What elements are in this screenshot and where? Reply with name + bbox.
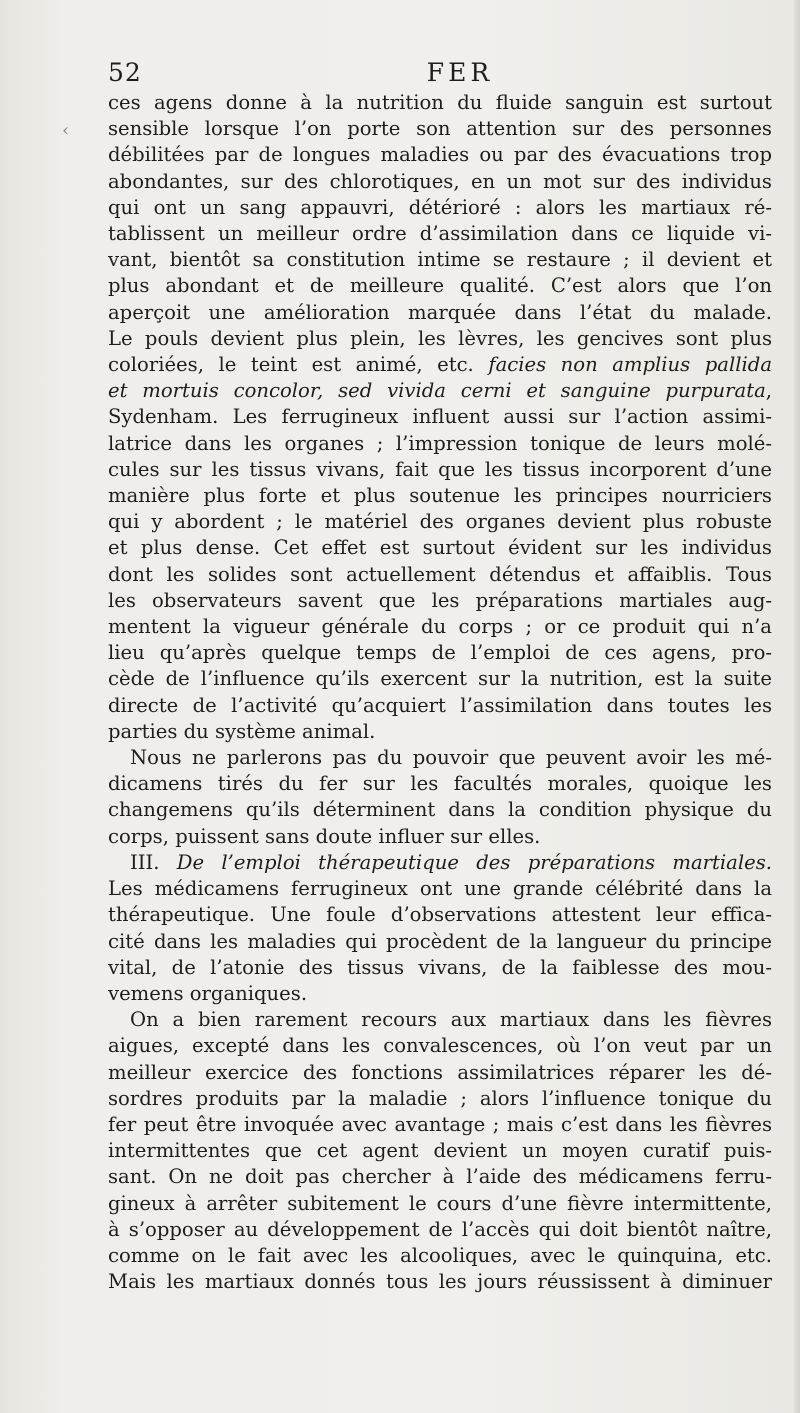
text-line: dicamens tirés du fer sur les facultés morales, quoique les — [108, 772, 772, 796]
text-line: à s’opposer au développement de l’accès qui doit bientôt naître, — [108, 1217, 772, 1241]
text-line: sant. On ne doit pas chercher à l’aide des médicamens ferru- — [108, 1165, 772, 1189]
text-line: abondantes, sur des chlorotiques, en un mot sur des individus — [108, 169, 772, 193]
latin-quote: et mortuis concolor, sed vivida cerni et sanguine purpurata — [108, 379, 766, 403]
text-line: qui y abordent ; le matériel des organes devient plus robuste — [108, 510, 772, 534]
text-line: qui ont un sang appauvri, détérioré : alors les martiaux ré- — [108, 195, 772, 219]
text-line: sordres produits par la maladie ; alors l’influence tonique du — [108, 1086, 772, 1110]
text-line: vemens organiques. — [108, 981, 308, 1005]
section-number: III. — [130, 850, 160, 874]
text-line: et plus dense. Cet effet est surtout évident sur les individus — [108, 536, 772, 560]
text-line: Les médicamens ferrugineux ont une grande célébrité dans la — [108, 877, 772, 901]
text-line: plus abondant et de meilleure qualité. C’est alors que l’on — [108, 274, 772, 298]
text-line: cules sur les tissus vivans, fait que les tissus incorporent d’une — [108, 457, 772, 481]
text-line: latrice dans les organes ; l’impression tonique de leurs molé- — [108, 431, 772, 455]
text-line: manière plus forte et plus soutenue les principes nourriciers — [108, 484, 772, 508]
text-line: cède de l’influence qu’ils exercent sur la nutrition, est la suite — [108, 667, 772, 691]
text-line: On a bien rarement recours aux martiaux dans les fièvres — [130, 1008, 772, 1032]
margin-mark: ‹ — [62, 120, 70, 141]
text-line: dont les solides sont actuellement détendus et affaiblis. Tous — [108, 562, 772, 586]
text-line: aigues, excepté dans les convalescences, où l’on veut par un — [108, 1034, 772, 1058]
text-line: sensible lorsque l’on porte son attention sur des personnes — [108, 117, 772, 141]
roman-run: , — [765, 379, 772, 403]
body-text — [108, 90, 772, 1295]
text-line-mixed — [108, 378, 772, 404]
section-heading — [108, 850, 772, 876]
text-line: lieu qu’après quelque temps de l’emploi de ces agens, pro- — [108, 641, 772, 665]
running-title: FER — [426, 58, 494, 87]
text-line: Sydenham. Les ferrugineux influent aussi sur l’action assimi- — [108, 405, 772, 429]
latin-quote: facies non amplius pallida — [488, 353, 772, 377]
text-line: les observateurs savent que les préparations martiales aug- — [108, 588, 772, 612]
text-line: mentent la vigueur générale du corps ; or ce produit qui n’a — [108, 615, 772, 639]
text-line: intermittentes que cet agent devient un moyen curatif puis- — [108, 1139, 772, 1163]
text-line: cité dans les maladies qui procèdent de la langueur du principe — [108, 929, 772, 953]
text-line: Nous ne parlerons pas du pouvoir que peuvent avoir les mé- — [130, 746, 772, 770]
text-line: directe de l’activité qu’acquiert l’assimilation dans toutes les — [108, 693, 772, 717]
text-line: aperçoit une amélioration marquée dans l’état du malade. — [108, 300, 772, 324]
text-line: changemens qu’ils déterminent dans la condition physique du — [108, 798, 772, 822]
text-line-mixed — [108, 352, 772, 378]
text-line: fer peut être invoquée avec avantage ; mais c’est dans les fièvres — [108, 1112, 772, 1136]
text-line: parties du système animal. — [108, 719, 376, 743]
page-number: 52 — [108, 58, 142, 87]
running-head — [108, 56, 772, 90]
text-line: tablissent un meilleur ordre d’assimilation dans ce liquide vi- — [108, 222, 772, 246]
text-line: débilitées par de longues maladies ou par des évacuations trop — [108, 143, 772, 167]
text-line: ces agens donne à la nutrition du fluide sanguin est surtout — [108, 91, 772, 114]
text-line: thérapeutique. Une foule d’observations attestent leur effica- — [108, 903, 772, 927]
text-line: Le pouls devient plus plein, les lèvres, les gencives sont plus — [108, 326, 772, 350]
text-line: meilleur exercice des fonctions assimilatrices réparer les dé- — [108, 1060, 772, 1084]
roman-run: coloriées, le teint est animé, etc. — [108, 353, 474, 377]
section-title: De l’emploi thérapeutique des préparations martiales. — [176, 850, 772, 874]
page-edge-shadow — [794, 0, 800, 1413]
text-line: corps, puissent sans doute influer sur elles. — [108, 824, 541, 848]
text-line: Mais les martiaux donnés tous les jours réussissent à diminuer — [108, 1270, 772, 1294]
text-line: gineux à arrêter subitement le cours d’une fièvre intermittente, — [108, 1191, 772, 1215]
text-line: vant, bientôt sa constitution intime se restaure ; il devient et — [108, 248, 772, 272]
text-line: vital, de l’atonie des tissus vivans, de la faiblesse des mou- — [108, 955, 772, 979]
text-line: comme on le fait avec les alcooliques, avec le quinquina, etc. — [108, 1243, 772, 1267]
